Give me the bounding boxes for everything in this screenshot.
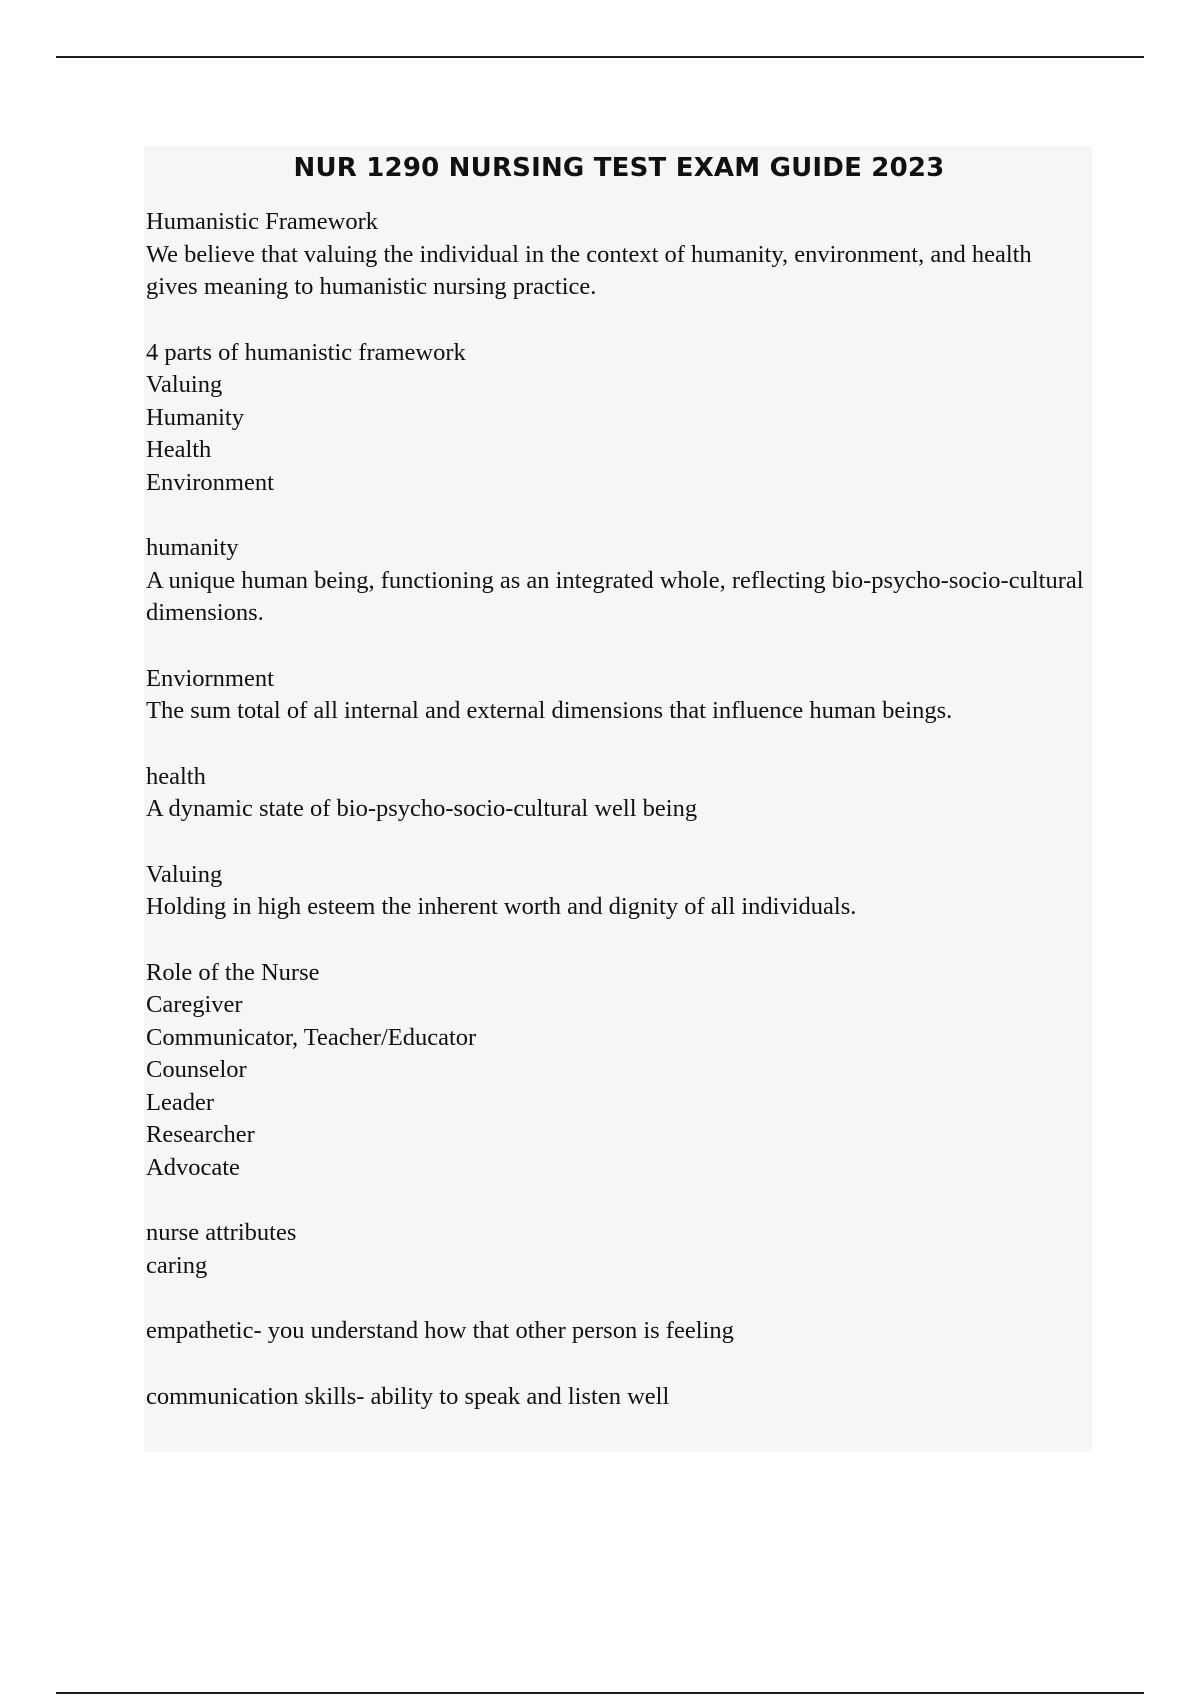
section-heading: Humanistic Framework [146,208,379,235]
section-body: Holding in high esteem the inherent worth and dignity of all individuals. [146,893,857,920]
section-role-of-nurse [146,957,1092,1185]
list-item: Health [146,436,212,463]
section-body: We believe that valuing the individual in the context of humanity, environment, and health gives meaning to humanistic nursing practice. [146,240,1032,300]
section-heading: Valuing [146,860,223,888]
section-heading: humanity [146,534,239,561]
list-item: Valuing [146,371,223,398]
section-heading: 4 parts of humanistic framework [146,338,466,366]
section-body: A unique human being, functioning as an integrated whole, reflecting bio-psycho-socio-cultural dimensions. [146,566,1084,626]
document-page [144,146,1092,1452]
section-heading: Enviornment [146,664,274,692]
section-heading: health [146,762,206,790]
section-humanistic-framework [146,206,1092,304]
list-item: Leader [146,1088,214,1116]
list-item: Environment [146,468,274,496]
section-heading: nurse attributes [146,1219,297,1246]
top-rule [56,56,1144,58]
list-item: Advocate [146,1153,240,1181]
section-body: The sum total of all internal and external dimensions that influence human beings. [146,697,953,724]
bottom-rule [56,1692,1144,1694]
document-title: NUR 1290 NURSING TEST EXAM GUIDE 2023 [293,153,945,183]
section-empathetic [146,1315,1092,1348]
section-environment [146,663,1092,728]
section-communication [146,1381,1092,1414]
section-nurse-attributes [146,1217,1092,1282]
section-body: A dynamic state of bio-psycho-socio-cultural well being [146,795,698,822]
list-item: Researcher [146,1121,255,1148]
section-health [146,761,1092,826]
list-item: Humanity [146,403,244,431]
list-item: Caregiver [146,991,243,1018]
section-body: empathetic- you understand how that other person is feeling [146,1317,734,1344]
list-item: caring [146,1251,208,1279]
section-humanity [146,532,1092,630]
section-body: communication skills- ability to speak and listen well [146,1382,670,1410]
section-valuing [146,859,1092,924]
section-four-parts [146,337,1092,500]
list-item: Counselor [146,1056,247,1083]
section-heading: Role of the Nurse [146,958,320,986]
list-item: Communicator, Teacher/Educator [146,1023,477,1051]
